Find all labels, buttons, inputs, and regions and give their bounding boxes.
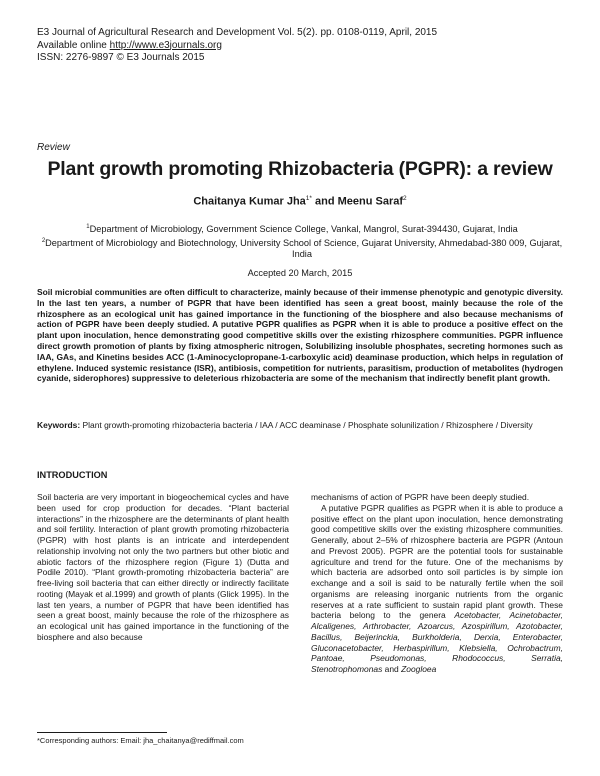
accepted-date: Accepted 20 March, 2015 — [247, 268, 353, 278]
author-2: Meenu Saraf — [337, 195, 404, 208]
affiliation-1-sup: 1 — [86, 224, 90, 230]
author-2-sup: 2 — [403, 195, 407, 202]
author-1-sup: 1* — [305, 195, 312, 202]
authors — [0, 195, 600, 208]
intro-left-column — [37, 492, 289, 643]
affiliations — [37, 222, 567, 261]
introduction-heading: INTRODUCTION — [37, 470, 108, 480]
article-title: Plant growth promoting Rhizobacteria (PGPR): a review — [47, 158, 553, 180]
keywords-text: Plant growth-promoting rhizobacteria bacteria / IAA / ACC deaminase / Phosphate solunilization / Rhizosphere / Diversity — [82, 420, 533, 430]
intro-paragraph-2: mechanisms of action of PGPR have been deeply studied. — [311, 492, 530, 502]
journal-availability — [37, 40, 437, 53]
genera-last: Zoogloea — [401, 664, 437, 674]
affiliation-1-text: Department of Microbiology, Government Science College, Vankal, Mangrol, Surat-394430, Gujarat, India — [89, 224, 518, 235]
intro-right-column — [311, 492, 563, 675]
keywords-label: Keywords: — [37, 420, 81, 430]
intro-paragraph-1: Soil bacteria are very important in biogeochemical cycles and have been used for crop production for decades. “Plant bacterial interactions” in the rhizosphere are the determinants of plant health and soil fertility. Interaction of plant growth promoting rhizobacteria (PGPR) with host plants is an intricate and interdependent relationship involving not only the two partners but other biotic and abiotic factors of the rhizosphere region (Figure 1) (Dutta and Podile 2010). “Plant growth-promoting rhizobacteria bacteria” are free-living soil bacteria that can either directly or indirectly facilitate rooting (Mayak et al.1999) and growth of plants (Glick 1995). In the last ten years, a number of PGPR that have been identified has seen a great boost, mainly because the role of the rhizosphere as an ecological unit has gained importance in the functioning of the biosphere and also because — [37, 492, 289, 642]
affiliation-2-sup: 2 — [41, 237, 46, 244]
affiliation-2-text: Department of Microbiology and Biotechnology, University School of Science, Gujarat University, Ahmedabad-380 009, Gujarat, India — [45, 237, 563, 260]
genera-and: and — [382, 664, 402, 674]
corresponding-author-footnote: *Corresponding authors: Email: jha_chaitanya@rediffmail.com — [37, 736, 244, 745]
footnote-divider — [37, 732, 167, 733]
abstract: Soil microbial communities are often difficult to characterize, mainly because of their immense phenotypic and genotypic diversity. In the last ten years, a number of PGPR that have been identified has seen a great boost, mainly because the role of the rhizosphere as an ecological unit has gained importance in the functioning of the biosphere and also because mechanisms of action of PGPR have been deeply studied. A putative PGPR qualifies as PGPR when it is able to produce a positive effect on the plant upon inoculation, hence demonstrating good competitive skills over the existing rhizosphere communities. PGPR influence direct growth promotion of plants by fixing atmospheric nitrogen, Solubilizing insoluble phosphates, secreting hormones such as IAA, GAs, and Kinetins besides ACC (1-Aminocyclopropane-1-carboxylic acid) deaminase production, which helps in regulation of ethylene. Induced systemic resistance (ISR), antibiosis, competition for nutrients, parasitism, production of metabolites (hydrogen cyanide, siderophores) suppressive to deleterious rhizobacteria are some of the mechanism that indirectly benefit plant growth. — [37, 287, 563, 384]
journal-citation: E3 Journal of Agricultural Research and Development Vol. 5(2). pp. 0108-0119, April, 2015 — [37, 27, 438, 38]
journal-header — [37, 27, 437, 65]
affiliation-1 — [37, 222, 567, 236]
availability-label: Available online — [37, 39, 110, 51]
keywords — [37, 420, 563, 431]
intro-paragraph-3 — [311, 503, 563, 675]
genera-list: Acetobacter, Acinetobacter, Alcaligenes, Arthrobacter, Azoarcus, Azospirillum, Azotobacter, Bacillus, Beijerinckia, Burkholderia, Derxia, Enterobacter, Gluconacetobacter, Herbaspirillum, Klebsiella, Ochrobactrum, Pantoae, Pseudomonas, Rhodococcus, Serratia, Stenotrophomonas — [311, 610, 563, 674]
journal-issn: ISSN: 2276-9897 © E3 Journals 2015 — [37, 52, 205, 63]
journal-url-link[interactable]: http://www.e3journals.org — [109, 39, 222, 51]
authors-and: and — [311, 195, 338, 208]
affiliation-2 — [37, 236, 567, 261]
author-1: Chaitanya Kumar Jha — [193, 195, 306, 208]
intro-paragraph-3-text: A putative PGPR qualifies as PGPR when it is able to produce a positive effect on the plant upon inoculation, hence demonstrating good competitive skills over the existing rhizosphere communities. Generally, about 2–5% of rhizosphere bacteria are PGPR (Antoun and Prevost 2005). PGPR are the potential tools for sustainable agriculture and trend for the future. One of the mechanisms by which bacteria are adsorbed onto soil particles is by simple ion exchange and a soil is said to be naturally fertile when the soil organisms are releasing inorganic nutrients from the organic reserves at a rate sufficient to sustain rapid plant growth. These bacteria belong to the genera — [311, 502, 563, 621]
article-type: Review — [37, 142, 70, 153]
